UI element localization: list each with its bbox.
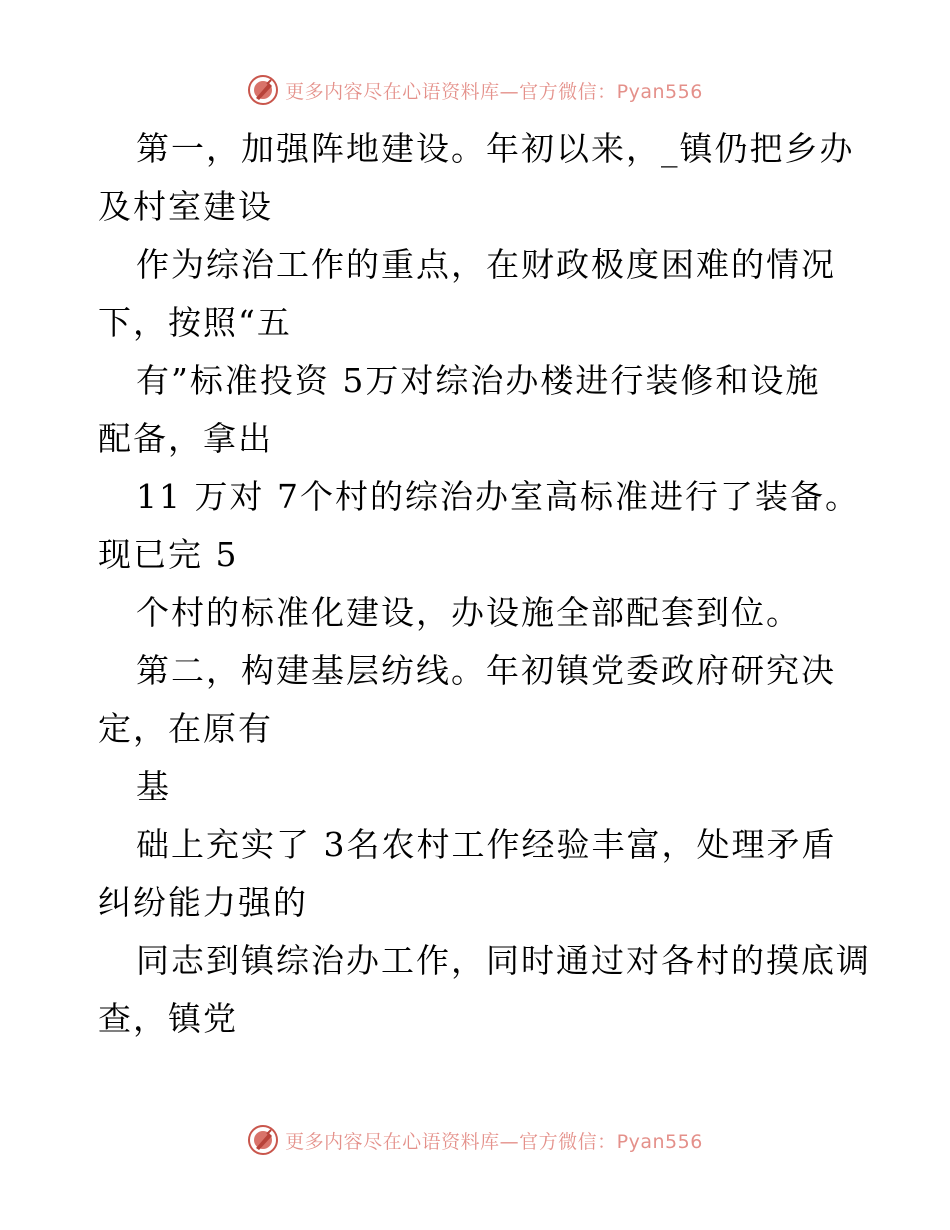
paragraph-line: 11 万对 7个村的综治办室高标准进行了装备。 — [136, 477, 860, 516]
paragraph-line: 础上充实了 3名农村工作经验丰富，处理矛盾 — [136, 825, 837, 864]
seal-pen-icon — [247, 1124, 279, 1156]
footer-watermark — [0, 1120, 950, 1160]
paragraph-line: 第一，加强阵地建设。年初以来，_镇仍把乡办 — [136, 129, 855, 168]
header-watermark — [0, 70, 950, 110]
paragraph-line: 个村的标准化建设，办设施全部配套到位。 — [136, 593, 801, 632]
paragraph-line: 作为综治工作的重点，在财政极度困难的情况 — [136, 245, 836, 284]
paragraph-line: 查，镇党 — [98, 999, 238, 1038]
paragraph-line: 同志到镇综治办工作，同时通过对各村的摸底调 — [136, 941, 871, 980]
paragraph-line: 基 — [136, 767, 171, 806]
paragraph-line: 有”标准投资 5万对综治办楼进行装修和设施 — [136, 361, 821, 400]
paragraph-line: 及村室建设 — [98, 187, 273, 226]
paragraph-line: 定，在原有 — [98, 709, 273, 748]
paragraph-line: 配备，拿出 — [98, 419, 273, 458]
seal-pen-icon — [247, 74, 279, 106]
paragraph-line: 纠纷能力强的 — [98, 883, 308, 922]
watermark-text: 更多内容尽在心语资料库—官方微信：Pyan556 — [285, 1130, 703, 1153]
watermark-text: 更多内容尽在心语资料库—官方微信：Pyan556 — [285, 80, 703, 103]
paragraph-line: 现已完 5 — [98, 535, 239, 574]
paragraph-line: 第二，构建基层纺线。年初镇党委政府研究决 — [136, 651, 836, 690]
paragraph-line: 下，按照“五 — [98, 303, 292, 342]
document-body — [98, 120, 871, 1048]
